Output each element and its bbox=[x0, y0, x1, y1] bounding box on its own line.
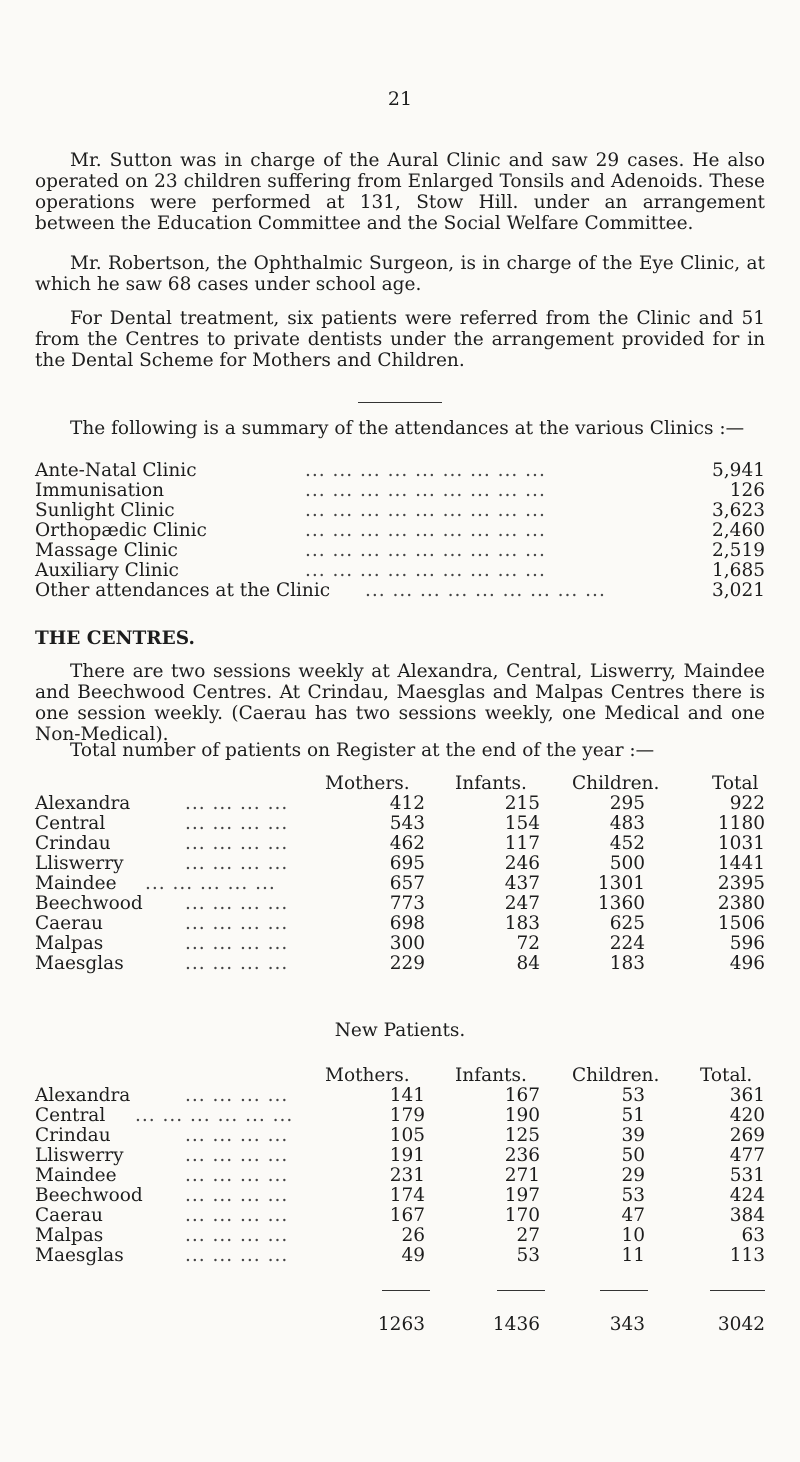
new-patients-title: New Patients. bbox=[334, 1020, 466, 1041]
cell-mothers: 462 bbox=[389, 833, 425, 854]
cell-infants: 154 bbox=[504, 813, 540, 834]
attendance-label: Massage Clinic bbox=[35, 540, 178, 561]
leader-dots: ... ... ... ... bbox=[185, 814, 289, 834]
leader-dots: ... ... ... ... bbox=[185, 934, 289, 954]
table-row bbox=[35, 934, 765, 954]
cell-mothers: 141 bbox=[389, 1085, 425, 1106]
leader-dots: ... ... ... ... ... ... bbox=[135, 1106, 294, 1126]
cell-children: 625 bbox=[609, 913, 645, 934]
leader-dots: ... ... ... ... bbox=[185, 914, 289, 934]
cell-mothers: 191 bbox=[389, 1145, 425, 1166]
centre-name: Malpas bbox=[35, 933, 104, 954]
centre-name: Alexandra bbox=[35, 1085, 131, 1106]
table-row bbox=[35, 1206, 765, 1226]
centre-name: Caerau bbox=[35, 1205, 103, 1226]
leader-dots: ... ... ... ... bbox=[185, 894, 289, 914]
paragraph-text: Total number of patients on Register at the end of the year :— bbox=[70, 740, 655, 761]
total-rule-children bbox=[600, 1290, 648, 1291]
cell-children: 1360 bbox=[597, 893, 645, 914]
cell-mothers: 543 bbox=[389, 813, 425, 834]
cell-children: 295 bbox=[609, 793, 645, 814]
cell-infants: 170 bbox=[504, 1205, 540, 1226]
column-header-infants: Infants. bbox=[455, 1065, 527, 1086]
cell-children: 1301 bbox=[597, 873, 645, 894]
column-header-mothers: Mothers. bbox=[325, 773, 410, 794]
leader-dots: ... ... ... ... ... ... ... ... ... bbox=[365, 581, 606, 601]
attendance-label: Sunlight Clinic bbox=[35, 500, 175, 521]
cell-total: 496 bbox=[729, 953, 765, 974]
leader-dots: ... ... ... ... bbox=[185, 1086, 289, 1106]
paragraph-summary-intro bbox=[35, 418, 765, 439]
column-header-children: Children. bbox=[572, 773, 660, 794]
leader-dots: ... ... ... ... ... ... ... ... ... bbox=[305, 561, 546, 581]
total-total: 3042 bbox=[717, 1314, 765, 1335]
cell-total: 922 bbox=[729, 793, 765, 814]
paragraph-centres bbox=[35, 661, 765, 745]
paragraph-text: The following is a summary of the attendances at the various Clinics :— bbox=[70, 418, 745, 439]
cell-infants: 197 bbox=[504, 1185, 540, 1206]
centre-name: Beechwood bbox=[35, 893, 143, 914]
leader-dots: ... ... ... ... bbox=[185, 1166, 289, 1186]
column-header-children: Children. bbox=[572, 1065, 660, 1086]
centre-name: Crindau bbox=[35, 1125, 111, 1146]
attendance-label: Orthopædic Clinic bbox=[35, 520, 207, 541]
table-row bbox=[35, 814, 765, 834]
leader-dots: ... ... ... ... bbox=[185, 1246, 289, 1266]
table-row bbox=[35, 914, 765, 934]
cell-infants: 183 bbox=[504, 913, 540, 934]
leader-dots: ... ... ... ... ... ... ... ... ... bbox=[305, 521, 546, 541]
attendance-value: 5,941 bbox=[712, 460, 765, 481]
leader-dots: ... ... ... ... bbox=[185, 1206, 289, 1226]
cell-total: 1031 bbox=[717, 833, 765, 854]
cell-mothers: 657 bbox=[389, 873, 425, 894]
table-row bbox=[35, 1126, 765, 1146]
table-row bbox=[35, 1186, 765, 1206]
cell-infants: 27 bbox=[516, 1225, 540, 1246]
cell-infants: 72 bbox=[516, 933, 540, 954]
table-row bbox=[35, 834, 765, 854]
cell-children: 500 bbox=[609, 853, 645, 874]
table-row bbox=[35, 1106, 765, 1126]
totals-row bbox=[35, 1315, 765, 1335]
cell-total: 420 bbox=[729, 1105, 765, 1126]
leader-dots: ... ... ... ... bbox=[185, 794, 289, 814]
cell-infants: 84 bbox=[516, 953, 540, 974]
table-row bbox=[35, 1226, 765, 1246]
centre-name: Maesglas bbox=[35, 953, 124, 974]
cell-infants: 246 bbox=[504, 853, 540, 874]
cell-mothers: 229 bbox=[389, 953, 425, 974]
total-rule-mothers bbox=[382, 1290, 430, 1291]
cell-children: 47 bbox=[621, 1205, 645, 1226]
cell-children: 11 bbox=[621, 1245, 645, 1266]
attendance-row bbox=[35, 581, 765, 601]
table-row bbox=[35, 1166, 765, 1186]
attendance-row bbox=[35, 521, 765, 541]
cell-mothers: 26 bbox=[401, 1225, 425, 1246]
leader-dots: ... ... ... ... ... bbox=[145, 874, 276, 894]
cell-children: 452 bbox=[609, 833, 645, 854]
total-rule-infants bbox=[497, 1290, 545, 1291]
cell-total: 424 bbox=[729, 1185, 765, 1206]
cell-mothers: 174 bbox=[389, 1185, 425, 1206]
attendance-value: 2,519 bbox=[712, 540, 765, 561]
cell-infants: 190 bbox=[504, 1105, 540, 1126]
table-row bbox=[35, 1246, 765, 1266]
leader-dots: ... ... ... ... ... ... ... ... ... bbox=[305, 501, 546, 521]
register-table-header bbox=[35, 774, 765, 794]
leader-dots: ... ... ... ... bbox=[185, 1186, 289, 1206]
cell-total: 1506 bbox=[717, 913, 765, 934]
attendance-value: 3,021 bbox=[712, 580, 765, 601]
attendance-label: Immunisation bbox=[35, 480, 165, 501]
cell-children: 10 bbox=[621, 1225, 645, 1246]
cell-total: 384 bbox=[729, 1205, 765, 1226]
cell-total: 113 bbox=[729, 1245, 765, 1266]
leader-dots: ... ... ... ... ... ... ... ... ... bbox=[305, 461, 546, 481]
cell-mothers: 300 bbox=[389, 933, 425, 954]
section-divider bbox=[358, 402, 442, 403]
cell-mothers: 105 bbox=[389, 1125, 425, 1146]
paragraph-eye-clinic bbox=[35, 253, 765, 295]
register-table bbox=[35, 774, 765, 974]
centre-name: Alexandra bbox=[35, 793, 131, 814]
column-header-total: Total bbox=[712, 773, 759, 794]
leader-dots: ... ... ... ... bbox=[185, 854, 289, 874]
cell-infants: 236 bbox=[504, 1145, 540, 1166]
cell-infants: 125 bbox=[504, 1125, 540, 1146]
cell-total: 269 bbox=[729, 1125, 765, 1146]
cell-infants: 53 bbox=[516, 1245, 540, 1266]
column-header-infants: Infants. bbox=[455, 773, 527, 794]
cell-mothers: 49 bbox=[401, 1245, 425, 1266]
total-rule-total bbox=[710, 1290, 765, 1291]
cell-infants: 247 bbox=[504, 893, 540, 914]
cell-infants: 117 bbox=[504, 833, 540, 854]
leader-dots: ... ... ... ... bbox=[185, 1126, 289, 1146]
table-row bbox=[35, 894, 765, 914]
cell-infants: 215 bbox=[504, 793, 540, 814]
cell-children: 53 bbox=[621, 1185, 645, 1206]
attendance-row bbox=[35, 481, 765, 501]
cell-total: 1441 bbox=[717, 853, 765, 874]
cell-total: 596 bbox=[729, 933, 765, 954]
centre-name: Malpas bbox=[35, 1225, 104, 1246]
page-number: 21 bbox=[387, 88, 413, 110]
column-header-mothers: Mothers. bbox=[325, 1065, 410, 1086]
centre-name: Maesglas bbox=[35, 1245, 124, 1266]
attendance-value: 3,623 bbox=[712, 500, 765, 521]
centre-name: Crindau bbox=[35, 833, 111, 854]
leader-dots: ... ... ... ... ... ... ... ... ... bbox=[305, 481, 546, 501]
cell-children: 483 bbox=[609, 813, 645, 834]
attendance-label: Other attendances at the Clinic bbox=[35, 580, 331, 601]
table-row bbox=[35, 874, 765, 894]
cell-infants: 167 bbox=[504, 1085, 540, 1106]
centre-name: Lliswerry bbox=[35, 1145, 124, 1166]
cell-children: 50 bbox=[621, 1145, 645, 1166]
cell-mothers: 167 bbox=[389, 1205, 425, 1226]
total-mothers: 1263 bbox=[377, 1314, 425, 1335]
attendance-label: Ante-Natal Clinic bbox=[35, 460, 197, 481]
table-row bbox=[35, 1146, 765, 1166]
centre-name: Lliswerry bbox=[35, 853, 124, 874]
cell-total: 63 bbox=[741, 1225, 765, 1246]
attendance-row bbox=[35, 501, 765, 521]
cell-mothers: 412 bbox=[389, 793, 425, 814]
attendance-row bbox=[35, 541, 765, 561]
cell-children: 39 bbox=[621, 1125, 645, 1146]
attendance-label: Auxiliary Clinic bbox=[35, 560, 179, 581]
cell-total: 361 bbox=[729, 1085, 765, 1106]
paragraph-text: There are two sessions weekly at Alexandra, Central, Liswerry, Maindee and Beechwood Centres. At Crindau, Maesglas and Malpas Centres there is one session weekly. (Caerau has two sessions weekly, one Medical and one Non-Medical). bbox=[35, 661, 765, 745]
leader-dots: ... ... ... ... ... ... ... ... ... bbox=[305, 541, 546, 561]
cell-mothers: 695 bbox=[389, 853, 425, 874]
table-row bbox=[35, 794, 765, 814]
paragraph-dental bbox=[35, 308, 765, 371]
table-row bbox=[35, 1086, 765, 1106]
new-patients-table bbox=[35, 1066, 765, 1266]
centre-name: Maindee bbox=[35, 1165, 117, 1186]
cell-children: 29 bbox=[621, 1165, 645, 1186]
paragraph-aural-clinic bbox=[35, 150, 765, 234]
attendance-row bbox=[35, 561, 765, 581]
new-patients-table-header bbox=[35, 1066, 765, 1086]
cell-infants: 271 bbox=[504, 1165, 540, 1186]
cell-mothers: 179 bbox=[389, 1105, 425, 1126]
table-row bbox=[35, 854, 765, 874]
attendance-value: 1,685 bbox=[712, 560, 765, 581]
cell-total: 531 bbox=[729, 1165, 765, 1186]
paragraph-text: Mr. Robertson, the Ophthalmic Surgeon, is in charge of the Eye Clinic, at which he saw 68 cases under school age. bbox=[35, 253, 765, 295]
cell-children: 224 bbox=[609, 933, 645, 954]
new-patients-totals bbox=[35, 1315, 765, 1335]
cell-infants: 437 bbox=[504, 873, 540, 894]
table-row bbox=[35, 954, 765, 974]
attendance-row bbox=[35, 461, 765, 481]
cell-total: 2395 bbox=[717, 873, 765, 894]
paragraph-register-intro bbox=[35, 740, 765, 761]
centre-name: Caerau bbox=[35, 913, 103, 934]
centre-name: Central bbox=[35, 813, 106, 834]
cell-mothers: 773 bbox=[389, 893, 425, 914]
cell-children: 53 bbox=[621, 1085, 645, 1106]
cell-total: 2380 bbox=[717, 893, 765, 914]
total-infants: 1436 bbox=[492, 1314, 540, 1335]
leader-dots: ... ... ... ... bbox=[185, 834, 289, 854]
cell-mothers: 231 bbox=[389, 1165, 425, 1186]
centre-name: Beechwood bbox=[35, 1185, 143, 1206]
cell-total: 1180 bbox=[717, 813, 765, 834]
centres-heading: THE CENTRES. bbox=[35, 628, 195, 649]
attendance-value: 2,460 bbox=[712, 520, 765, 541]
leader-dots: ... ... ... ... bbox=[185, 954, 289, 974]
paragraph-text: Mr. Sutton was in charge of the Aural Clinic and saw 29 cases. He also operated on 23 children suffering from Enlarged Tonsils and Adenoids. These operations were performed at 131, Stow Hill. under an arrangement between the Education Committee and the Social Welfare Committee. bbox=[35, 150, 765, 234]
cell-mothers: 698 bbox=[389, 913, 425, 934]
paragraph-text: For Dental treatment, six patients were referred from the Clinic and 51 from the Centres to private dentists under the arrangement provided for in the Dental Scheme for Mothers and Children. bbox=[35, 308, 765, 371]
leader-dots: ... ... ... ... bbox=[185, 1226, 289, 1246]
attendance-value: 126 bbox=[729, 480, 765, 501]
cell-total: 477 bbox=[729, 1145, 765, 1166]
column-header-total: Total. bbox=[700, 1065, 753, 1086]
centre-name: Maindee bbox=[35, 873, 117, 894]
total-children: 343 bbox=[609, 1314, 645, 1335]
leader-dots: ... ... ... ... bbox=[185, 1146, 289, 1166]
cell-children: 51 bbox=[621, 1105, 645, 1126]
centre-name: Central bbox=[35, 1105, 106, 1126]
cell-children: 183 bbox=[609, 953, 645, 974]
